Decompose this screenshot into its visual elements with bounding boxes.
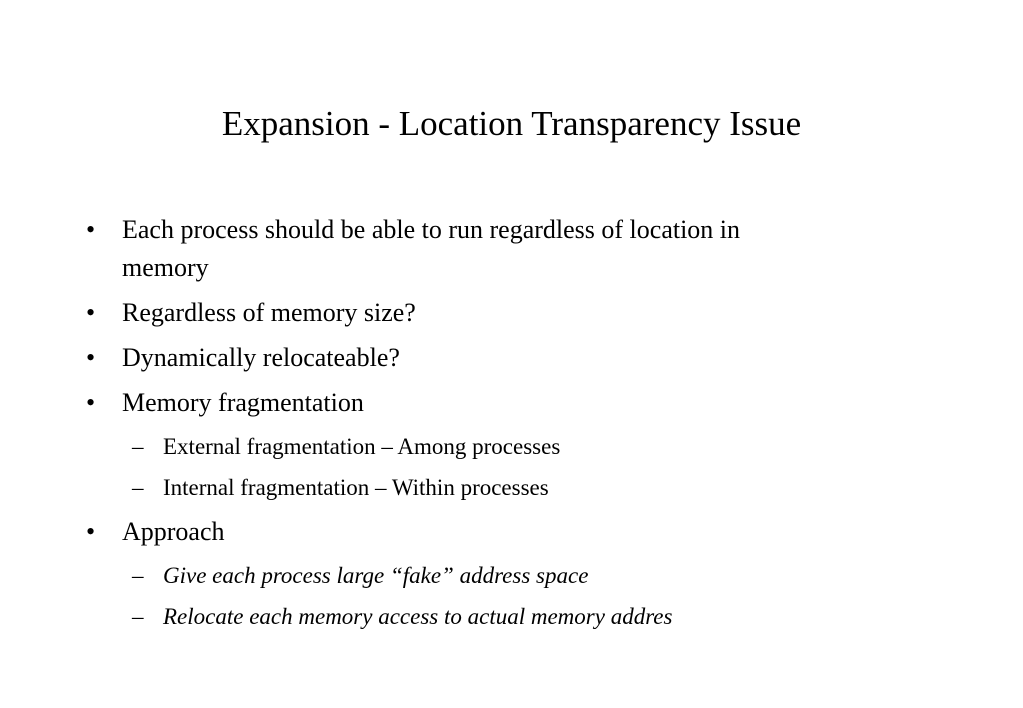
bullet-text: Memory fragmentation (122, 388, 364, 417)
sub-bullet-marker: – (132, 563, 144, 588)
sub-bullet-text: External fragmentation – Among processes (163, 434, 561, 459)
sub-bullet-marker: – (132, 434, 144, 459)
bullet-marker: • (86, 298, 96, 327)
bullet-text: Approach (122, 517, 225, 546)
bullet-text: Dynamically relocateable? (122, 343, 400, 372)
bullet-text: Regardless of memory size? (122, 298, 416, 327)
sub-bullet-text: Relocate each memory access to actual memory addres (163, 604, 673, 629)
bullet-marker: • (86, 517, 96, 546)
sub-bullet-marker: – (132, 475, 144, 500)
bullet-marker: • (86, 343, 96, 372)
sub-bullet-marker: – (132, 604, 144, 629)
sub-bullet-text: Internal fragmentation – Within processes (163, 475, 549, 500)
sub-bullet-text: Give each process large “fake” address space (163, 563, 589, 588)
slide-title: Expansion - Location Transparency Issue (221, 104, 802, 143)
bullet-text-continuation: memory (122, 253, 209, 282)
bullet-text: Each process should be able to run regardless of location in (122, 215, 741, 244)
bullet-marker: • (86, 215, 96, 244)
bullet-marker: • (86, 388, 96, 417)
